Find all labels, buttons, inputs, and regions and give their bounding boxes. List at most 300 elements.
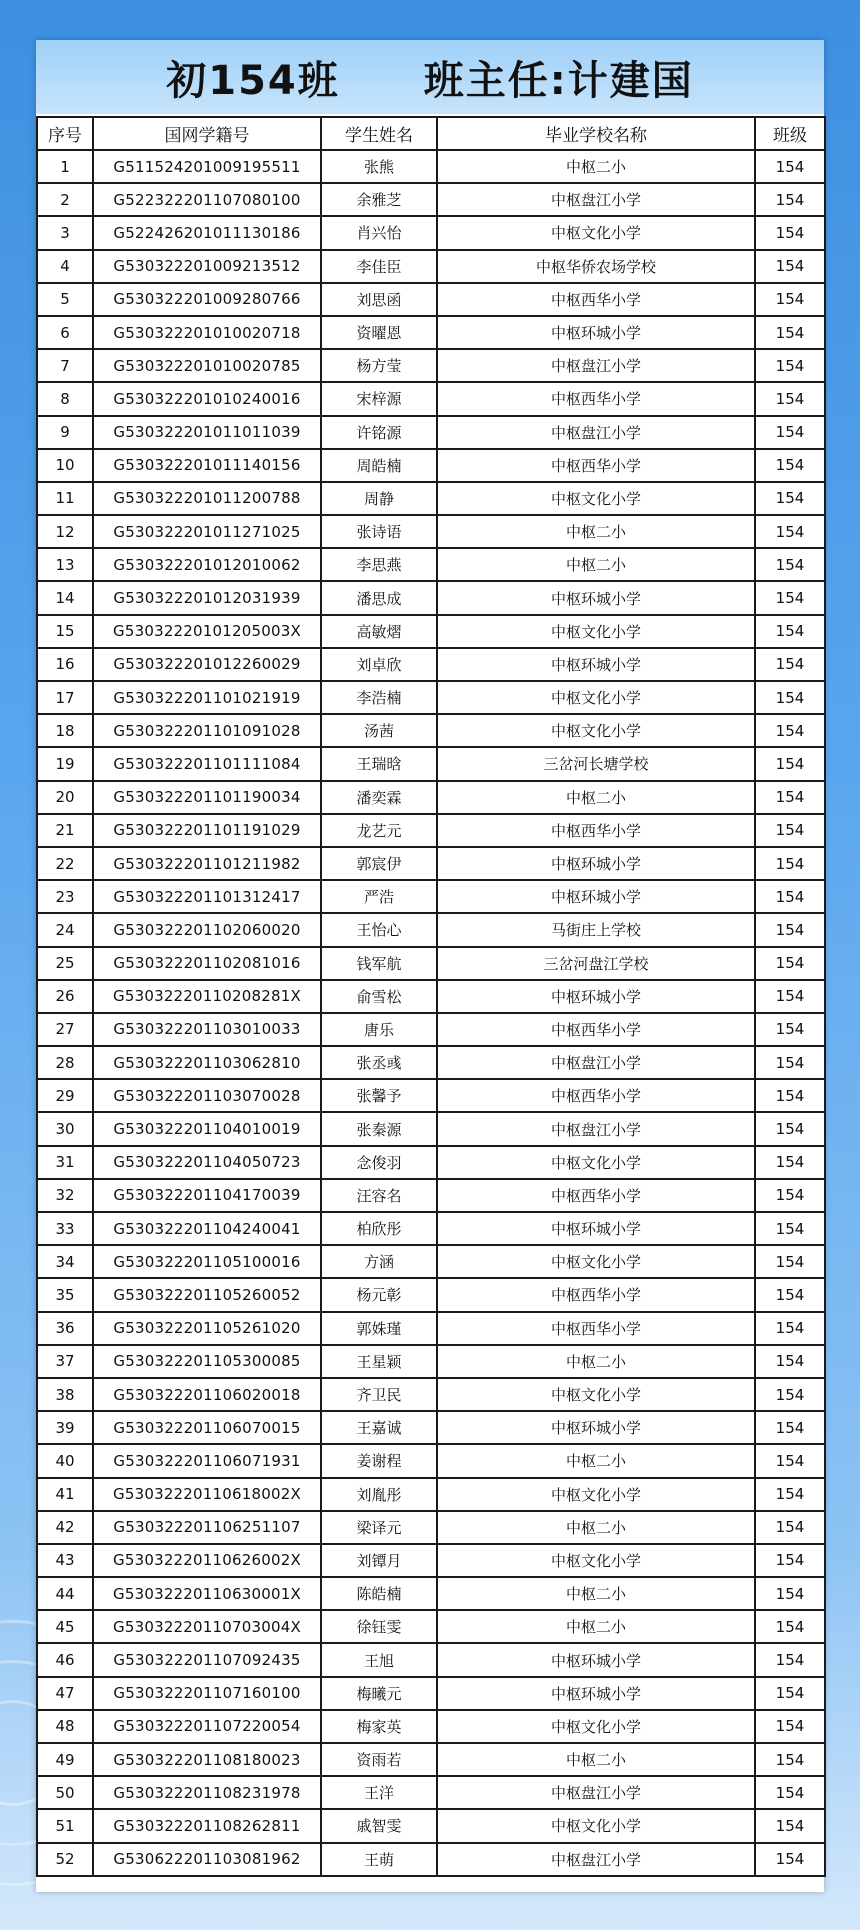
cell-number: 41 [37,1478,93,1511]
cell-student-id: G530322201010020718 [93,316,321,349]
cell-class: 154 [755,150,825,183]
cell-student-name: 方涵 [321,1245,437,1278]
cell-number: 26 [37,980,93,1013]
cell-school: 中枢环城小学 [437,880,755,913]
table-row [37,1610,825,1643]
cell-student-id: G530322201104010019 [93,1112,321,1145]
cell-school: 中枢环城小学 [437,1677,755,1710]
table-row [37,1245,825,1278]
cell-student-id: G530322201104170039 [93,1179,321,1212]
cell-number: 22 [37,847,93,880]
cell-school: 中枢盘江小学 [437,416,755,449]
cell-student-name: 刘镡月 [321,1544,437,1577]
table-row [37,349,825,382]
cell-student-name: 柏欣彤 [321,1212,437,1245]
table-row [37,581,825,614]
column-header-class: 班级 [755,117,825,150]
cell-school: 中枢二小 [437,548,755,581]
cell-student-id: G53032220110626002X [93,1544,321,1577]
cell-student-id: G530322201009280766 [93,283,321,316]
table-row [37,1776,825,1809]
table-row [37,1378,825,1411]
table-row [37,250,825,283]
cell-class: 154 [755,1577,825,1610]
cell-student-id: G530322201105100016 [93,1245,321,1278]
cell-student-name: 周皓楠 [321,449,437,482]
cell-school: 中枢盘江小学 [437,349,755,382]
cell-school: 中枢二小 [437,1577,755,1610]
table-row [37,714,825,747]
cell-number: 50 [37,1776,93,1809]
cell-student-name: 李浩楠 [321,681,437,714]
table-row [37,1677,825,1710]
table-row [37,449,825,482]
cell-student-name: 王萌 [321,1843,437,1876]
cell-student-name: 钱军航 [321,947,437,980]
cell-number: 30 [37,1112,93,1145]
cell-class: 154 [755,183,825,216]
cell-number: 19 [37,747,93,780]
cell-school: 马街庄上学校 [437,913,755,946]
cell-student-id: G530322201012010062 [93,548,321,581]
cell-number: 48 [37,1710,93,1743]
cell-number: 33 [37,1212,93,1245]
table-row [37,216,825,249]
cell-class: 154 [755,1809,825,1842]
cell-school: 中枢环城小学 [437,1411,755,1444]
table-row [37,316,825,349]
cell-class: 154 [755,1079,825,1112]
cell-school: 中枢文化小学 [437,216,755,249]
cell-number: 23 [37,880,93,913]
cell-school: 中枢西华小学 [437,283,755,316]
cell-number: 31 [37,1146,93,1179]
cell-student-id: G530322201108231978 [93,1776,321,1809]
cell-student-name: 王洋 [321,1776,437,1809]
cell-student-name: 刘卓欣 [321,648,437,681]
student-roster-table [36,116,826,1877]
cell-class: 154 [755,1843,825,1876]
table-row [37,283,825,316]
table-row [37,1278,825,1311]
table-row [37,847,825,880]
cell-class: 154 [755,1345,825,1378]
cell-student-id: G53032220101205003X [93,615,321,648]
cell-school: 中枢文化小学 [437,1544,755,1577]
cell-class: 154 [755,1610,825,1643]
cell-student-id: G53032220110630001X [93,1577,321,1610]
cell-student-id: G530322201009213512 [93,250,321,283]
cell-number: 51 [37,1809,93,1842]
cell-number: 43 [37,1544,93,1577]
cell-student-id: G53032220110208281X [93,980,321,1013]
cell-class: 154 [755,1444,825,1477]
cell-school: 中枢华侨农场学校 [437,250,755,283]
cell-school: 中枢西华小学 [437,1013,755,1046]
cell-student-id: G530322201101091028 [93,714,321,747]
cell-school: 中枢二小 [437,1511,755,1544]
table-row [37,482,825,515]
cell-class: 154 [755,216,825,249]
cell-student-name: 王星颖 [321,1345,437,1378]
table-row [37,681,825,714]
cell-student-id: G53032220110703004X [93,1610,321,1643]
cell-student-name: 梅曦元 [321,1677,437,1710]
cell-student-id: G530322201105300085 [93,1345,321,1378]
cell-student-name: 李思燕 [321,548,437,581]
cell-class: 154 [755,880,825,913]
cell-class: 154 [755,814,825,847]
cell-student-name: 姜谢程 [321,1444,437,1477]
table-row [37,1544,825,1577]
cell-student-id: G530322201101190034 [93,781,321,814]
cell-number: 47 [37,1677,93,1710]
cell-class: 154 [755,847,825,880]
cell-student-id: G530322201011200788 [93,482,321,515]
title-bar [36,40,824,114]
table-row [37,1444,825,1477]
cell-student-name: 唐乐 [321,1013,437,1046]
table-row [37,1710,825,1743]
cell-student-id: G511524201009195511 [93,150,321,183]
cell-school: 中枢环城小学 [437,1212,755,1245]
cell-class: 154 [755,913,825,946]
cell-school: 中枢二小 [437,1345,755,1378]
cell-number: 42 [37,1511,93,1544]
cell-number: 45 [37,1610,93,1643]
cell-school: 中枢二小 [437,781,755,814]
cell-student-name: 张丞彧 [321,1046,437,1079]
cell-student-name: 潘思成 [321,581,437,614]
cell-school: 中枢盘江小学 [437,183,755,216]
cell-school: 中枢盘江小学 [437,1843,755,1876]
cell-number: 7 [37,349,93,382]
cell-student-name: 汪容名 [321,1179,437,1212]
cell-student-id: G530322201101211982 [93,847,321,880]
cell-student-id: G530322201101312417 [93,880,321,913]
cell-student-name: 严浩 [321,880,437,913]
table-row [37,1345,825,1378]
cell-student-id: G530322201101191029 [93,814,321,847]
cell-number: 3 [37,216,93,249]
column-header-school: 毕业学校名称 [437,117,755,150]
table-row [37,648,825,681]
cell-school: 三岔河长塘学校 [437,747,755,780]
cell-class: 154 [755,1643,825,1676]
cell-school: 中枢文化小学 [437,1146,755,1179]
cell-student-name: 梁译元 [321,1511,437,1544]
cell-number: 18 [37,714,93,747]
table-row [37,1013,825,1046]
cell-student-id: G530322201108180023 [93,1743,321,1776]
cell-school: 中枢西华小学 [437,1278,755,1311]
cell-student-id: G530322201012260029 [93,648,321,681]
cell-student-name: 徐钰雯 [321,1610,437,1643]
cell-student-id: G530322201104050723 [93,1146,321,1179]
table-row [37,1112,825,1145]
cell-class: 154 [755,1013,825,1046]
cell-student-id: G530322201012031939 [93,581,321,614]
cell-class: 154 [755,1378,825,1411]
cell-school: 中枢文化小学 [437,482,755,515]
cell-student-name: 郭姝瑾 [321,1312,437,1345]
cell-student-id: G530322201108262811 [93,1809,321,1842]
table-row [37,1046,825,1079]
cell-school: 中枢西华小学 [437,1179,755,1212]
table-row [37,781,825,814]
cell-student-name: 张秦源 [321,1112,437,1145]
table-row [37,947,825,980]
cell-school: 中枢文化小学 [437,714,755,747]
table-row [37,1079,825,1112]
cell-class: 154 [755,482,825,515]
cell-school: 中枢文化小学 [437,1378,755,1411]
table-row [37,1411,825,1444]
cell-school: 中枢文化小学 [437,1809,755,1842]
cell-student-name: 高敏熠 [321,615,437,648]
table-row [37,515,825,548]
cell-school: 中枢二小 [437,1610,755,1643]
table-row [37,1478,825,1511]
cell-school: 中枢盘江小学 [437,1112,755,1145]
cell-class: 154 [755,1478,825,1511]
table-row [37,1809,825,1842]
cell-class: 154 [755,1245,825,1278]
cell-class: 154 [755,1411,825,1444]
cell-number: 17 [37,681,93,714]
cell-student-name: 张馨予 [321,1079,437,1112]
cell-student-name: 王嘉诚 [321,1411,437,1444]
cell-number: 40 [37,1444,93,1477]
cell-school: 中枢文化小学 [437,1245,755,1278]
cell-student-id: G530322201104240041 [93,1212,321,1245]
cell-number: 4 [37,250,93,283]
column-header-number: 序号 [37,117,93,150]
cell-class: 154 [755,382,825,415]
cell-class: 154 [755,1776,825,1809]
cell-class: 154 [755,615,825,648]
cell-student-name: 刘胤彤 [321,1478,437,1511]
cell-student-id: G530622201103081962 [93,1843,321,1876]
cell-number: 14 [37,581,93,614]
cell-class: 154 [755,1146,825,1179]
cell-student-id: G530322201011271025 [93,515,321,548]
cell-student-id: G530322201106020018 [93,1378,321,1411]
cell-class: 154 [755,416,825,449]
table-row [37,1843,825,1876]
cell-student-name: 王旭 [321,1643,437,1676]
table-row [37,1511,825,1544]
cell-student-name: 戚智雯 [321,1809,437,1842]
cell-number: 16 [37,648,93,681]
cell-student-id: G530322201011011039 [93,416,321,449]
roster-sheet [36,40,824,1892]
table-row [37,1577,825,1610]
cell-class: 154 [755,1046,825,1079]
cell-school: 中枢二小 [437,515,755,548]
cell-number: 27 [37,1013,93,1046]
cell-number: 11 [37,482,93,515]
page-title: 初154班 班主任:计建国 [166,57,694,104]
cell-number: 38 [37,1378,93,1411]
cell-student-id: G530322201102060020 [93,913,321,946]
cell-student-id: G522322201107080100 [93,183,321,216]
table-header-row [37,117,825,150]
cell-number: 35 [37,1278,93,1311]
table-row [37,980,825,1013]
cell-school: 中枢文化小学 [437,1478,755,1511]
cell-number: 1 [37,150,93,183]
cell-number: 10 [37,449,93,482]
cell-student-id: G522426201011130186 [93,216,321,249]
cell-number: 13 [37,548,93,581]
cell-student-id: G530322201107160100 [93,1677,321,1710]
cell-school: 中枢盘江小学 [437,1776,755,1809]
column-header-student-name: 学生姓名 [321,117,437,150]
cell-school: 中枢二小 [437,1743,755,1776]
cell-student-name: 资雨若 [321,1743,437,1776]
cell-class: 154 [755,1278,825,1311]
cell-number: 15 [37,615,93,648]
cell-school: 中枢环城小学 [437,648,755,681]
cell-number: 6 [37,316,93,349]
table-row [37,747,825,780]
cell-school: 中枢西华小学 [437,1079,755,1112]
cell-class: 154 [755,648,825,681]
cell-student-id: G530322201102081016 [93,947,321,980]
cell-class: 154 [755,1312,825,1345]
cell-school: 中枢环城小学 [437,581,755,614]
cell-number: 8 [37,382,93,415]
cell-school: 中枢盘江小学 [437,1046,755,1079]
cell-class: 154 [755,980,825,1013]
table-row [37,1179,825,1212]
cell-school: 中枢环城小学 [437,316,755,349]
cell-student-id: G530322201011140156 [93,449,321,482]
table-row [37,1146,825,1179]
cell-student-name: 杨方莹 [321,349,437,382]
cell-class: 154 [755,515,825,548]
cell-class: 154 [755,548,825,581]
cell-student-name: 王怡心 [321,913,437,946]
cell-school: 中枢环城小学 [437,1643,755,1676]
cell-student-id: G530322201106070015 [93,1411,321,1444]
table-row [37,1743,825,1776]
cell-class: 154 [755,349,825,382]
cell-student-id: G530322201107092435 [93,1643,321,1676]
cell-student-id: G530322201101111084 [93,747,321,780]
cell-student-name: 王瑞晗 [321,747,437,780]
cell-student-name: 汤茜 [321,714,437,747]
cell-student-name: 齐卫民 [321,1378,437,1411]
table-row [37,183,825,216]
cell-student-id: G530322201106071931 [93,1444,321,1477]
cell-school: 中枢文化小学 [437,615,755,648]
cell-student-name: 刘思函 [321,283,437,316]
cell-number: 32 [37,1179,93,1212]
cell-class: 154 [755,1112,825,1145]
table-row [37,382,825,415]
cell-number: 36 [37,1312,93,1345]
cell-student-name: 周静 [321,482,437,515]
cell-number: 2 [37,183,93,216]
cell-student-id: G530322201010020785 [93,349,321,382]
cell-student-name: 余雅芝 [321,183,437,216]
cell-student-id: G530322201105261020 [93,1312,321,1345]
cell-class: 154 [755,1743,825,1776]
cell-student-id: G530322201103010033 [93,1013,321,1046]
cell-number: 12 [37,515,93,548]
cell-number: 25 [37,947,93,980]
cell-class: 154 [755,250,825,283]
cell-student-name: 宋梓源 [321,382,437,415]
cell-class: 154 [755,1212,825,1245]
cell-school: 中枢西华小学 [437,449,755,482]
cell-class: 154 [755,581,825,614]
cell-school: 中枢环城小学 [437,847,755,880]
cell-student-id: G530322201105260052 [93,1278,321,1311]
cell-school: 中枢文化小学 [437,681,755,714]
cell-student-name: 潘奕霖 [321,781,437,814]
cell-number: 9 [37,416,93,449]
table-row [37,880,825,913]
column-header-student-id: 国网学籍号 [93,117,321,150]
cell-number: 20 [37,781,93,814]
cell-student-name: 张诗语 [321,515,437,548]
table-row [37,416,825,449]
cell-class: 154 [755,449,825,482]
cell-school: 三岔河盘江学校 [437,947,755,980]
table-row [37,913,825,946]
cell-class: 154 [755,714,825,747]
cell-number: 5 [37,283,93,316]
cell-student-name: 俞雪松 [321,980,437,1013]
cell-student-id: G530322201103062810 [93,1046,321,1079]
cell-student-name: 梅家英 [321,1710,437,1743]
cell-class: 154 [755,1677,825,1710]
table-row [37,1212,825,1245]
cell-class: 154 [755,283,825,316]
cell-class: 154 [755,947,825,980]
cell-student-name: 龙艺元 [321,814,437,847]
cell-class: 154 [755,681,825,714]
cell-student-id: G53032220110618002X [93,1478,321,1511]
cell-student-name: 许铭源 [321,416,437,449]
cell-number: 49 [37,1743,93,1776]
cell-class: 154 [755,1710,825,1743]
cell-student-id: G530322201106251107 [93,1511,321,1544]
cell-number: 34 [37,1245,93,1278]
table-row [37,548,825,581]
cell-student-name: 陈皓楠 [321,1577,437,1610]
cell-school: 中枢二小 [437,150,755,183]
cell-number: 46 [37,1643,93,1676]
table-row [37,1643,825,1676]
cell-number: 24 [37,913,93,946]
cell-student-name: 念俊羽 [321,1146,437,1179]
table-row [37,150,825,183]
cell-student-name: 肖兴怡 [321,216,437,249]
cell-class: 154 [755,1511,825,1544]
table-row [37,615,825,648]
cell-student-name: 张熊 [321,150,437,183]
cell-school: 中枢西华小学 [437,1312,755,1345]
cell-student-name: 资曜恩 [321,316,437,349]
cell-class: 154 [755,1179,825,1212]
cell-number: 39 [37,1411,93,1444]
cell-class: 154 [755,781,825,814]
cell-class: 154 [755,1544,825,1577]
